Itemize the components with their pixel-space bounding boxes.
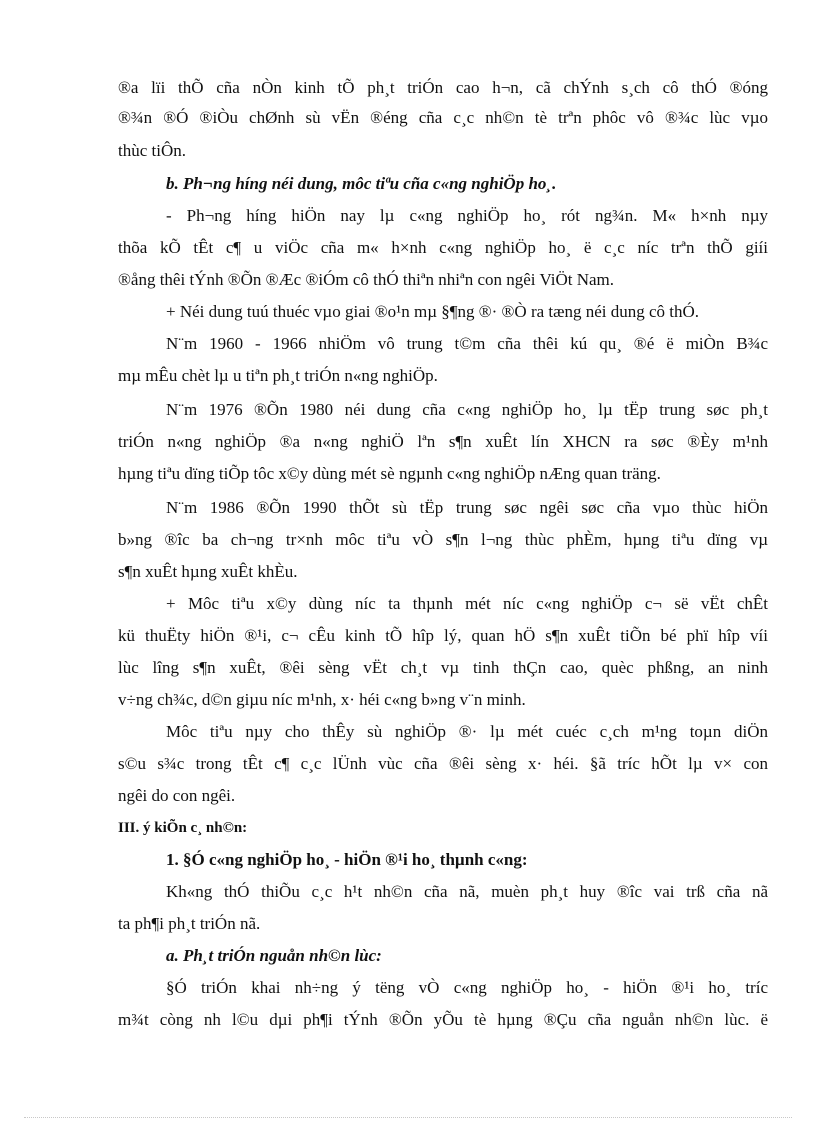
paragraph-line: N¨m 1986 ®Õn 1990 thÕt sù tËp trung søc ngêi søc cña vµo thùc hiÖn [166, 498, 768, 517]
paragraph-line: + Môc tiªu x©y dùng níc ta thµnh mét níc c«ng nghiÖp c¬ së vËt chÊt [166, 594, 768, 613]
section-heading: b. Ph¬ng híng néi dung, môc tiªu cña c«ng nghiÖp ho¸. [166, 174, 557, 193]
paragraph-line: s¶n xuÊt hµng xuÊt khÈu. [118, 562, 298, 581]
paragraph-line: v÷ng ch¾c, d©n giµu níc m¹nh, x· héi c«ng b»ng v¨n minh. [118, 690, 526, 709]
paragraph-line: b»ng ®îc ba ch¬ng tr×nh môc tiªu vÒ s¶n l¬ng thùc phÈm, hµng tiªu dïng vµ [118, 530, 768, 549]
paragraph-line: m¾t còng nh l©u dµi ph¶i tÝnh ®Õn yÕu tè hµng ®Çu cña nguån nh©n lùc. ë [118, 1010, 768, 1029]
section-heading: III. ý kiÕn c¸ nh©n: [118, 820, 248, 836]
paragraph-line: Kh«ng thÓ thiÕu c¸c h¹t nh©n cña nã, muèn ph¸t huy ®îc vai trß cña nã [166, 882, 768, 901]
paragraph-line: §Ó triÓn khai nh÷ng ý tëng vÒ c«ng nghiÖp ho¸ - hiÖn ®¹i ho¸ tríc [166, 978, 768, 997]
paragraph-line: ®¾n ®Ó ®iÒu chØnh sù vËn ®éng cña c¸c nh©n tè trªn phôc vô ®¾c lùc vµo [118, 108, 768, 127]
paragraph-line: thùc tiÔn. [118, 141, 186, 160]
paragraph-line: + Néi dung tuú thuéc vµo giai ®o¹n mµ §¶ng ®· ®Ò ra tæng néi dung cô thÓ. [166, 302, 700, 321]
paragraph-line: ngêi do con ngêi. [118, 786, 236, 805]
paragraph-line: ®ång thêi tÝnh ®Õn ®Æc ®iÓm cô thÓ thiªn nhiªn con ngêi ViÖt Nam. [118, 270, 614, 289]
section-heading: 1. §Ó c«ng nghiÖp ho¸ - hiÖn ®¹i ho¸ thµnh c«ng: [166, 850, 528, 869]
section-heading: a. Ph¸t triÓn nguån nh©n lùc: [166, 946, 382, 965]
paragraph-line: Môc tiªu nµy cho thÊy sù nghiÖp ®· lµ mét cuéc c¸ch m¹ng toµn diÖn [166, 722, 768, 741]
paragraph-line: ®a lïi thÕ cña nÒn kinh tÕ ph¸t triÓn cao h¬n, cã chÝnh s¸ch cô thÓ ®óng [118, 78, 768, 97]
paragraph-line: mµ mÊu chèt lµ u tiªn ph¸t triÓn n«ng nghiÖp. [118, 366, 438, 385]
paragraph-line: s©u s¾c trong tÊt c¶ c¸c lÜnh vùc cña ®êi sèng x· héi. §ã tríc hÕt lµ v× con [118, 754, 768, 773]
page-bottom-rule [24, 1117, 792, 1118]
paragraph-line: hµng tiªu dïng tiÕp tôc x©y dùng mét sè ngµnh c«ng nghiÖp nÆng quan träng. [118, 464, 661, 483]
paragraph-line: triÓn n«ng nghiÖp ®a n«ng nghiÖ lªn s¶n xuÊt lín XHCN ra søc ®Èy m¹nh [118, 432, 768, 451]
paragraph-line: lùc lîng s¶n xuÊt, ®êi sèng vËt ch¸t vµ tinh thÇn cao, quèc phßng, an ninh [118, 658, 768, 677]
paragraph-line: N¨m 1976 ®Õn 1980 néi dung cña c«ng nghiÖp ho¸ lµ tËp trung søc ph¸t [166, 400, 768, 419]
paragraph-line: ta ph¶i ph¸t triÓn nã. [118, 914, 261, 933]
paragraph-line: - Ph¬ng híng hiÖn nay lµ c«ng nghiÖp ho¸ rót ng¾n. M« h×nh nµy [166, 206, 768, 225]
paragraph-line: thõa kÕ tÊt c¶ u viÖc cña m« h×nh c«ng nghiÖp ho¸ ë c¸c níc trªn thÕ giíi [118, 238, 768, 257]
paragraph-line: N¨m 1960 - 1966 nhiÖm vô trung t©m cña thêi kú qu¸ ®é ë miÒn B¾c [166, 334, 768, 353]
paragraph-line: kü thuËty hiÖn ®¹i, c¬ cÊu kinh tÕ hîp lý, quan hÖ s¶n xuÊt tiÕn bé phï hîp víi [118, 626, 768, 645]
